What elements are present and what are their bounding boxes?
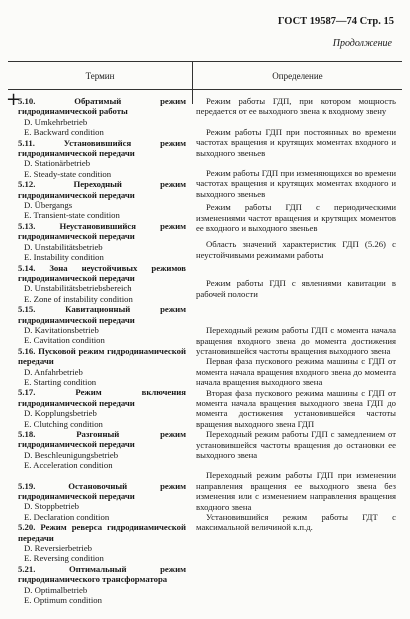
column-divider (192, 88, 193, 104)
definition-column-header: Определение (272, 70, 323, 81)
definition-text: Первая фаза пускового режима машины с ГДП от момента начала вращения входного звена до момента начала вращения выходного звена (196, 356, 396, 388)
term-title: 5.21. Оптимальный режим гидродинамического трансформатора (18, 563, 186, 585)
term-title: 5.10. Обратимый режим гидродинамической работы (18, 96, 186, 117)
term-german: D. Kavitationsbetrieb (24, 324, 99, 335)
term-title: 5.12. Переходный режим гидродинамической передачи (18, 179, 186, 200)
term-title: 5.14. Зона неустойчивых режимов гидродинамической передачи (18, 262, 186, 283)
term-entry (18, 96, 186, 138)
term-english: E. Clutching condition (24, 418, 103, 429)
table-header (8, 61, 402, 90)
definition-text: Режим работы ГДП при постоянных во времени частотах вращения и крутящих моментах входного и выходного звеньев (196, 126, 396, 158)
term-column-header: Термин (8, 62, 193, 89)
term-title: 5.15. Кавитационный режим гидродинамической передачи (18, 304, 186, 325)
term-entry (18, 429, 186, 471)
term-german: D. Stoppbetrieb (24, 501, 80, 512)
term-english: E. Starting condition (24, 376, 97, 387)
term-entry (18, 387, 186, 429)
term-german: D. Übergangs (24, 200, 73, 211)
definition-text: Переходный режим работы ГДП при изменении направления вращения ее выходного звена без изменения или с изменением направления вращения входного звена (196, 470, 396, 512)
definition-text: Переходный режим работы ГДП с замедлением от установившейся частоты вращения до остановки ее выходного звена (196, 429, 396, 460)
term-english: E. Transient-state condition (24, 210, 120, 221)
term-title: 5.18. Разгонный режим гидродинамической передачи (18, 429, 186, 450)
definition-text: Область значений характеристик ГДП (5.26) с неустойчивыми режимами работы (196, 239, 396, 260)
term-english: E. Optimum condition (24, 595, 102, 606)
term-english: E. Acceleration condition (24, 460, 113, 471)
term-entry (18, 263, 186, 305)
definition-text: Режим работы ГДП с периодическими изменениями частот вращения и крутящих моментов ее входного и выходного звеньев (196, 202, 396, 234)
term-entry (18, 221, 186, 263)
term-german: D. Unstabilitätsbetriebsbereich (24, 283, 132, 294)
handwritten-mark: + (6, 89, 22, 110)
term-english: E. Cavitation condition (24, 335, 105, 346)
definition-text: Вторая фаза пускового режима машины с ГДП от момента начала вращения выходного звена ГДП до момента достижения установившейся частоты вращения выходного звена ГДП (196, 387, 396, 429)
term-entry (18, 481, 186, 523)
continuation-label: Продолжение (332, 38, 392, 49)
term-entry (18, 564, 186, 606)
term-german: D. Umkehrbetrieb (24, 116, 88, 127)
term-title: 5.13. Неустановившийся режим гидродинамической передачи (18, 220, 186, 242)
definition-text: Режим работы ГДП при изменяющихся во времени частотах вращения и крутящих моментах входного и выходного звеньев (196, 168, 396, 199)
term-entry (18, 346, 186, 388)
term-german: D. Kopplungsbetrieb (24, 408, 97, 419)
term-english: E. Steady-state condition (24, 168, 112, 179)
term-german: D. Unstabilitätsbetrieb (24, 241, 103, 252)
term-title: 5.19. Остановочный режим гидродинамической передачи (18, 480, 186, 502)
term-entry (18, 179, 186, 221)
term-german: D. Beschleunigungsbetrieb (24, 449, 119, 460)
term-title: 5.16. Пусковой режим гидродинамической передачи (18, 345, 186, 367)
term-german: D. Optimalbetrieb (24, 584, 88, 595)
term-title: 5.17. Режим включения гидродинамической передачи (18, 387, 186, 408)
definition-text: Установившийся режим работы ГДТ с максимальной величиной к.п.д. (196, 512, 396, 533)
term-english: E. Declaration condition (24, 511, 110, 522)
term-english: E. Backward condition (24, 127, 104, 138)
term-entry (18, 304, 186, 346)
term-german: D. Stationärbetrieb (24, 158, 91, 169)
definition-text: Режим работы ГДП с явлениями кавитации в рабочей полости (196, 278, 396, 299)
term-entry (18, 138, 186, 180)
term-german: D. Anfahrbetrieb (24, 366, 83, 377)
terms-column (18, 96, 186, 606)
term-entry (18, 522, 186, 564)
term-english: E. Reversing condition (24, 553, 104, 564)
term-title: 5.20. Режим реверса гидродинамической передачи (18, 522, 186, 543)
term-english: E. Zone of instability condition (24, 293, 133, 304)
term-title: 5.11. Установившийся режим гидродинамической передачи (18, 137, 186, 159)
term-german: D. Reversierbetrieb (24, 543, 93, 554)
definition-text: Переходный режим работы ГДП с момента начала вращения входного звена до момента достижения установившейся частоты вращения выходного звена (196, 325, 396, 356)
term-english: E. Instability condition (24, 252, 104, 263)
page-header: ГОСТ 19587—74 Стр. 15 (277, 16, 394, 27)
definition-text: Режим работы ГДП, при котором мощность передается от ее выходного звена к входному звену (196, 96, 396, 117)
definitions-column (196, 96, 396, 533)
